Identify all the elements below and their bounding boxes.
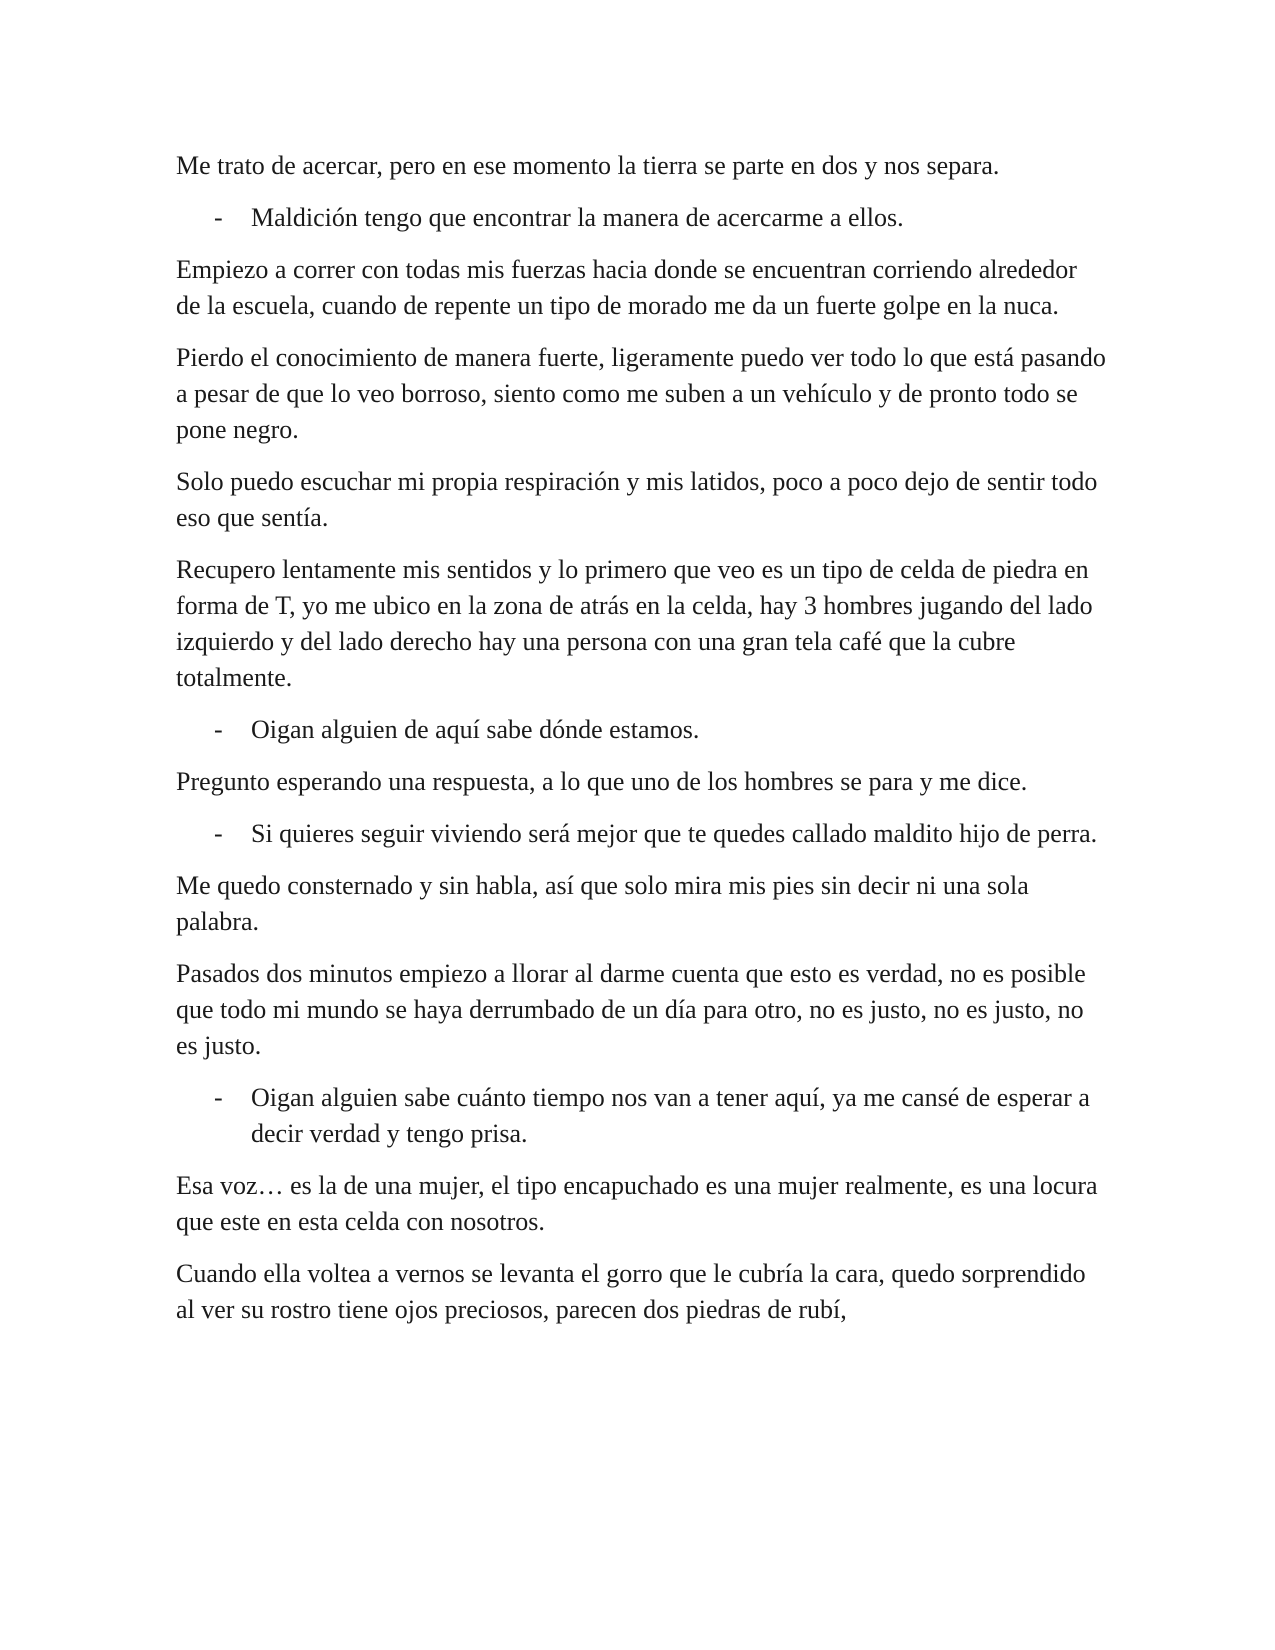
paragraph: Empiezo a correr con todas mis fuerzas hacia donde se encuentran corriendo alrededor de la escuela, cuando de repente un tipo de morado me da un fuerte golpe en la nuca. [176,255,1077,320]
dialogue-line [176,712,1106,748]
dialogue-dash: - [214,203,223,232]
paragraph: Pregunto esperando una respuesta, a lo que uno de los hombres se para y me dice. [176,767,1028,796]
dialogue-dash: - [214,819,223,848]
paragraph: Me quedo consternado y sin habla, así que solo mira mis pies sin decir ni una sola palabra. [176,871,1029,936]
dialogue-dash: - [214,1083,223,1112]
paragraph: Esa voz… es la de una mujer, el tipo encapuchado es una mujer realmente, es una locura que este en esta celda con nosotros. [176,1171,1098,1236]
dialogue-dash: - [214,715,223,744]
document-page [176,148,1106,1344]
dialogue-text: Oigan alguien de aquí sabe dónde estamos. [251,715,700,744]
paragraph: Cuando ella voltea a vernos se levanta el gorro que le cubría la cara, quedo sorprendido al ver su rostro tiene ojos preciosos, parecen dos piedras de rubí, [176,1259,1086,1324]
dialogue-text: Oigan alguien sabe cuánto tiempo nos van a tener aquí, ya me cansé de esperar a decir verdad y tengo prisa. [251,1083,1090,1148]
paragraph: Solo puedo escuchar mi propia respiración y mis latidos, poco a poco dejo de sentir todo eso que sentía. [176,467,1098,532]
dialogue-line [176,1080,1106,1152]
dialogue-line [176,200,1106,236]
paragraph: Pierdo el conocimiento de manera fuerte, ligeramente puedo ver todo lo que está pasando a pesar de que lo veo borroso, siento como me suben a un vehículo y de pronto todo se pone negro. [176,343,1106,444]
dialogue-text: Si quieres seguir viviendo será mejor que te quedes callado maldito hijo de perra. [251,819,1098,848]
paragraph: Pasados dos minutos empiezo a llorar al darme cuenta que esto es verdad, no es posible que todo mi mundo se haya derrumbado de un día para otro, no es justo, no es justo, no es justo. [176,959,1086,1060]
paragraph: Recupero lentamente mis sentidos y lo primero que veo es un tipo de celda de piedra en forma de T, yo me ubico en la zona de atrás en la celda, hay 3 hombres jugando del lado izquierdo y del lado derecho hay una persona con una gran tela café que la cubre totalmente. [176,555,1093,692]
dialogue-line [176,816,1106,852]
paragraph: Me trato de acercar, pero en ese momento la tierra se parte en dos y nos separa. [176,151,1000,180]
dialogue-text: Maldición tengo que encontrar la manera de acercarme a ellos. [251,203,904,232]
